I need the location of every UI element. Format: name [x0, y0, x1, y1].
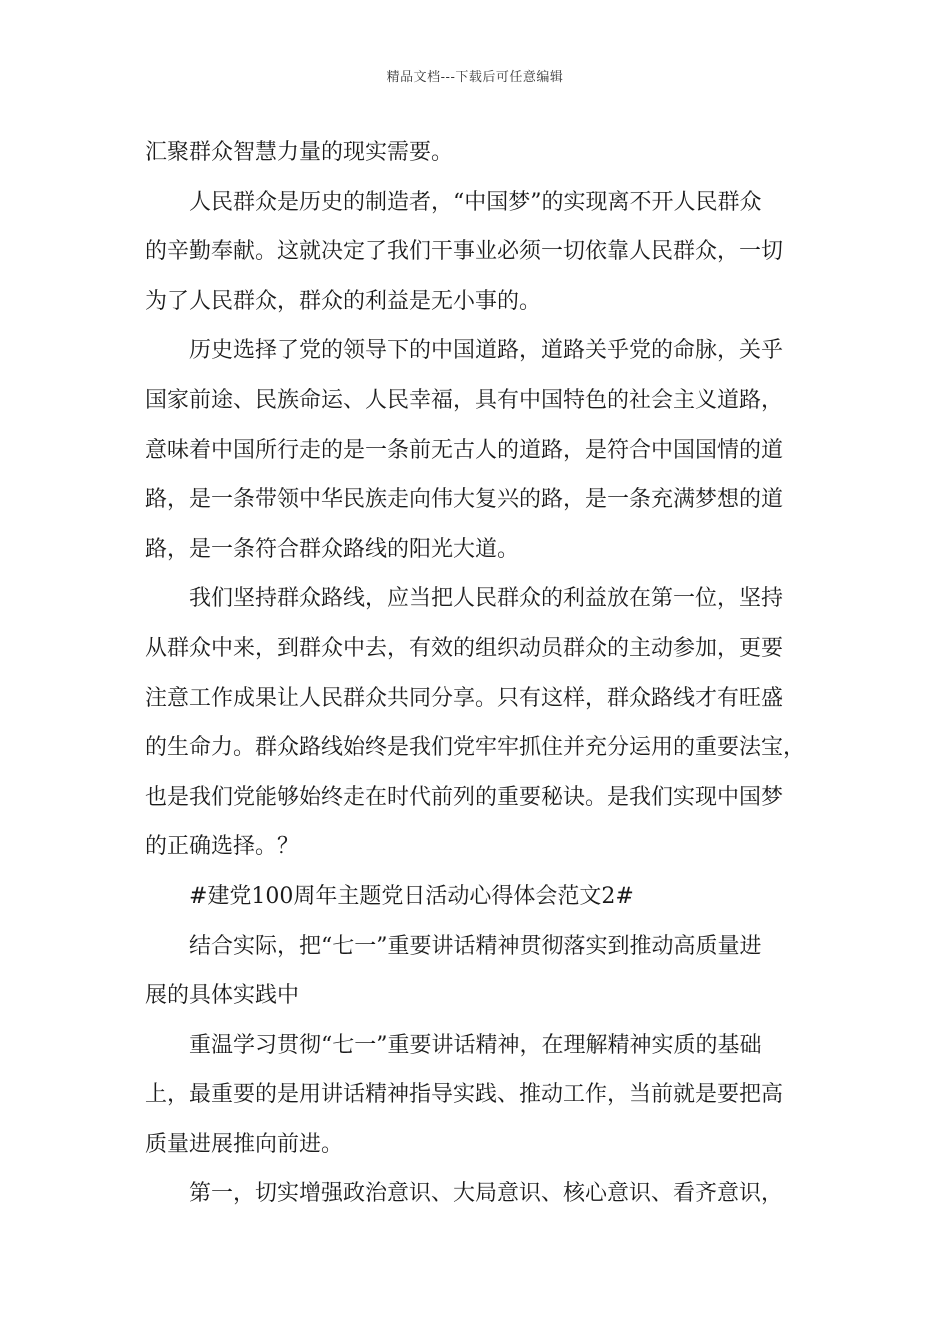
text-line: 重温学习贯彻“七一”重要讲话精神，在理解精神实质的基础 [189, 1032, 762, 1058]
text-line: 的生命力。群众路线始终是我们党牢牢抓住并充分运用的重要法宝， [145, 735, 806, 761]
text-line: 第一，切实增强政治意识、大局意识、核心意识、看齐意识， [189, 1181, 784, 1207]
page-header: 精品文档---下载后可任意编辑 [386, 70, 564, 85]
text-line: 展的具体实践中 [145, 983, 300, 1009]
text-line: 的辛勤奉献。这就决定了我们干事业必须一切依靠人民群众，一切 [145, 239, 784, 265]
text-line: #建党100周年主题党日活动心得体会范文2# [189, 883, 634, 909]
text-line: 路，是一条符合群众路线的阳光大道。 [145, 536, 520, 562]
text-line: 注意工作成果让人民群众共同分享。只有这样，群众路线才有旺盛 [145, 685, 784, 711]
text-line: 意味着中国所行走的是一条前无古人的道路，是符合中国国情的道 [145, 437, 784, 463]
text-line: 历史选择了党的领导下的中国道路，道路关乎党的命脉，关乎 [189, 338, 784, 364]
text-line: 的正确选择。？ [145, 834, 300, 860]
text-line: 国家前途、民族命运、人民幸福，具有中国特色的社会主义道路， [145, 387, 784, 413]
text-line: 人民群众是历史的制造者，“中国梦”的实现离不开人民群众 [189, 189, 762, 215]
text-line: 我们坚持群众路线，应当把人民群众的利益放在第一位，坚持 [189, 586, 784, 612]
text-line: 上，最重要的是用讲话精神指导实践、推动工作，当前就是要把高 [145, 1082, 784, 1108]
text-line: 质量进展推向前进。 [145, 1131, 344, 1157]
text-line: 从群众中来，到群众中去，有效的组织动员群众的主动参加，更要 [145, 635, 784, 661]
document-body [145, 128, 810, 1219]
text-line: 也是我们党能够始终走在时代前列的重要秘诀。是我们实现中国梦 [145, 784, 784, 810]
text-line: 为了人民群众，群众的利益是无小事的。 [145, 288, 542, 314]
text-line: 路，是一条带领中华民族走向伟大复兴的路，是一条充满梦想的道 [145, 487, 784, 513]
text-line: 汇聚群众智慧力量的现实需要。 [145, 140, 454, 165]
text-line: 结合实际，把“七一”重要讲话精神贯彻落实到推动高质量进 [189, 933, 762, 959]
